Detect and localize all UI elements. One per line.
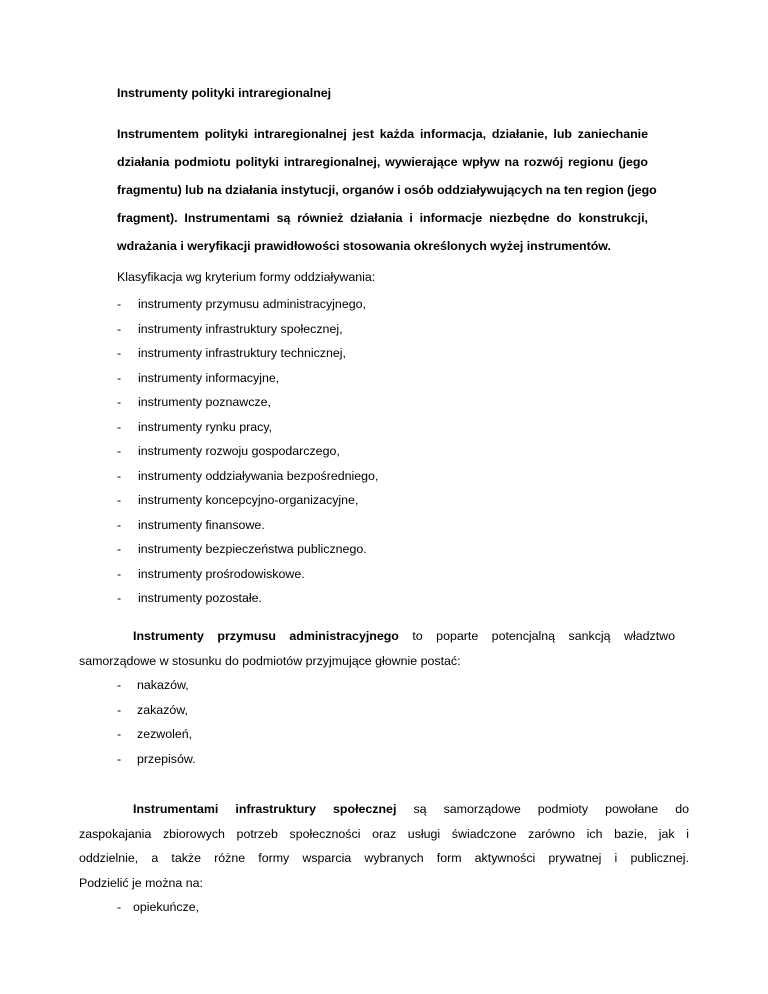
paragraph-line: zaspokajania zbiorowych potrzeb społeczności oraz usługi świadczone zarówno ich bazie, jak i	[79, 826, 689, 841]
bullet-dash: -	[117, 346, 122, 360]
bullet-dash: -	[117, 419, 122, 434]
term-bold: Instrumenty przymusu administracyjnego	[133, 629, 399, 643]
list-item-text: instrumenty infrastruktury technicznej,	[138, 346, 346, 360]
paragraph-line: Podzielić je można na:	[79, 875, 203, 890]
bullet-dash: -	[117, 370, 122, 385]
paragraph-text: to poparte potencjalną sankcją władztwo	[398, 629, 675, 643]
intro-line: działania podmiotu polityki intraregionalnej, wywierające wpływ na rozwój regionu (jego	[117, 155, 648, 169]
intro-line: fragmentu) lub na działania instytucji, organów i osób oddziaływujących na ten region (jego	[117, 183, 657, 197]
list-item-text: przepisów.	[137, 751, 196, 766]
list-item-text: instrumenty rynku pracy,	[138, 419, 273, 434]
list-item-text: instrumenty pozostałe.	[138, 591, 262, 605]
list-item-text: instrumenty koncepcyjno-organizacyjne,	[138, 493, 359, 507]
list-item-text: instrumenty bezpieczeństwa publicznego.	[138, 542, 367, 556]
bullet-dash: -	[117, 468, 122, 483]
bullet-dash: -	[117, 321, 122, 336]
list-item-text: zakazów,	[137, 702, 188, 717]
document-title: Instrumenty polityki intraregionalnej	[117, 86, 332, 100]
paragraph-line	[79, 797, 689, 822]
social-paragraph	[79, 797, 689, 895]
bullet-dash: -	[117, 566, 122, 581]
bullet-dash: -	[117, 751, 122, 766]
bullet-dash: -	[117, 297, 122, 311]
list-item-text: instrumenty rozwoju gospodarczego,	[138, 444, 340, 458]
paragraph-line: oddzielnie, a także różne formy wsparcia wybranych form aktywności prywatnej i publicznej.	[79, 851, 689, 866]
bullet-dash: -	[117, 444, 122, 458]
list-item-text: instrumenty infrastruktury społecznej,	[138, 321, 343, 336]
list-item-text: instrumenty poznawcze,	[138, 395, 271, 409]
intro-line: Instrumentem polityki intraregionalnej jest każda informacja, działanie, lub zaniechanie	[117, 127, 648, 141]
list-item-text: instrumenty przymusu administracyjnego,	[138, 297, 366, 311]
list-item-text: instrumenty informacyjne,	[138, 370, 280, 385]
classification-heading: Klasyfikacja wg kryterium formy oddziaływania:	[117, 270, 376, 284]
bullet-dash: -	[117, 517, 122, 532]
bullet-dash: -	[117, 493, 122, 507]
term-bold: Instrumentami infrastruktury społecznej	[133, 802, 397, 816]
list-item-text: instrumenty finansowe.	[138, 517, 265, 532]
paragraph-line: samorządowe w stosunku do podmiotów przyjmujące głownie postać:	[79, 653, 461, 668]
bullet-dash: -	[117, 542, 122, 556]
intro-paragraph	[117, 120, 657, 260]
bullet-dash: -	[117, 900, 122, 914]
list-item-text: opiekuńcze,	[133, 900, 200, 914]
bullet-dash: -	[117, 727, 122, 742]
bullet-dash: -	[117, 395, 122, 409]
paragraph-line	[79, 624, 675, 649]
paragraph-text: są samorządowe podmioty powołane do	[396, 802, 689, 816]
admin-paragraph	[79, 624, 675, 673]
bullet-dash: -	[117, 591, 122, 605]
intro-line: fragment). Instrumentami są również działania i informacje niezbędne do konstrukcji,	[117, 211, 648, 225]
list-item-text: instrumenty prośrodowiskowe.	[138, 566, 305, 581]
intro-line: wdrażania i weryfikacji prawidłowości stosowania określonych wyżej instrumentów.	[117, 239, 611, 253]
bullet-dash: -	[117, 678, 122, 692]
list-item-text: instrumenty oddziaływania bezpośredniego,	[138, 468, 379, 483]
list-item-text: nakazów,	[137, 678, 189, 692]
list-item-text: zezwoleń,	[137, 727, 193, 742]
bullet-dash: -	[117, 702, 122, 717]
